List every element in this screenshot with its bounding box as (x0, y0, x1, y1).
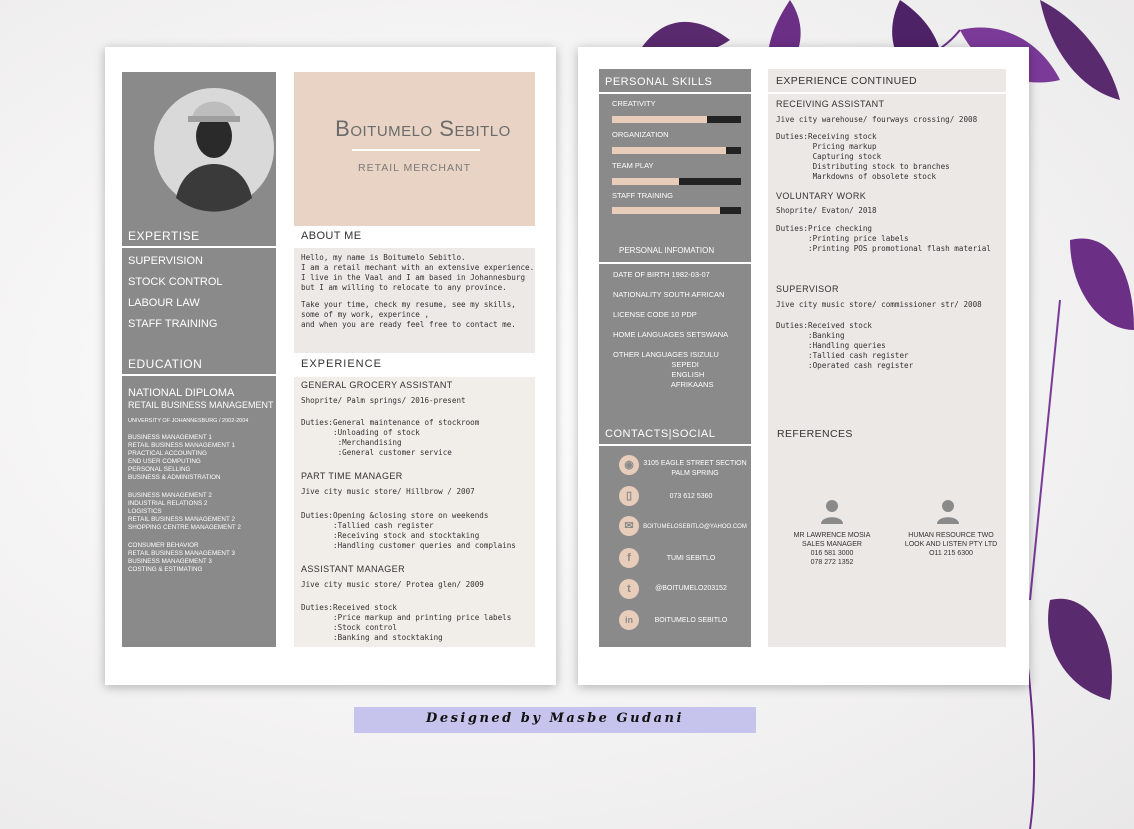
experience-title: EXPERIENCE (301, 358, 382, 370)
job-4-where: Jive city warehouse/ fourways crossing/ 2008 (776, 115, 978, 124)
about-para-2: Take your time, check my resume, see my skills, some of my work, experince , and when you are ready feel free to contact me. (301, 300, 516, 329)
about-title: ABOUT ME (301, 230, 362, 242)
skills-title: PERSONAL SKILLS (605, 76, 713, 88)
education-title: EDUCATION (128, 357, 203, 371)
education-course: INDUSTRIAL RELATIONS 2 (128, 500, 208, 507)
skills-rule (599, 92, 751, 94)
education-course: SHOPPING CENTRE MANAGEMENT 2 (128, 524, 241, 531)
credit-text: Designed by Masbe Gudani (426, 711, 684, 726)
contact-twitter[interactable]: @BOITUMELO203152 (655, 585, 727, 592)
skill-bar-4 (612, 207, 741, 214)
reference-1: MR LAWRENCE MOSIA SALES MANAGER 016 581 3000 078 272 1352 (793, 532, 871, 566)
expertise-title: EXPERTISE (128, 229, 200, 243)
education-course: RETAIL BUSINESS MANAGEMENT 3 (128, 550, 235, 557)
education-course: BUSINESS MANAGEMENT 3 (128, 558, 212, 565)
job-3-duties: Duties:Received stock :Price markup and printing price labels :Stock control :Banking and stocktaking (301, 603, 512, 642)
contact-address: 3105 EAGLE STREET SECTION PALM SPRING (643, 460, 747, 477)
expertise-item: SUPERVISION (128, 255, 203, 267)
job-6-where: Jive city music store/ commissioner str/ 2008 (776, 300, 982, 309)
job-3-title: ASSISTANT MANAGER (301, 564, 405, 574)
expertise-rule (122, 246, 276, 248)
job-6-duties: Duties:Received stock :Banking :Handling queries :Tallied cash register :Operated cash register (776, 321, 914, 370)
profile-photo (154, 78, 274, 218)
resume-name: Boitumelo Sebitlo (335, 116, 511, 141)
education-group-3 (128, 542, 235, 574)
skill-label-2: ORGANIZATION (612, 130, 669, 139)
info-license: LICENSE CODE 10 PDP (613, 310, 697, 319)
skill-label-1: CREATIVITY (612, 99, 656, 108)
job-1-where: Shoprite/ Palm springs/ 2016-present (301, 396, 466, 405)
job-6-title: SUPERVISOR (776, 284, 839, 294)
job-3-where: Jive city music store/ Protea glen/ 2009 (301, 580, 484, 589)
expertise-item: STAFF TRAINING (128, 318, 218, 330)
info-dob: DATE OF BIRTH 1982-03-07 (613, 270, 710, 279)
education-diploma-sub: RETAIL BUSINESS MANAGEMENT (128, 400, 274, 410)
education-rule (122, 374, 276, 376)
job-2-duties: Duties:Opening &closing store on weekends :Tallied cash register :Receiving stock and stocktaking :Handling customer queries and complains (301, 511, 516, 550)
skill-fill-3 (612, 178, 679, 185)
job-2-title: PART TIME MANAGER (301, 471, 403, 481)
contact-linkedin[interactable]: BOITUMELO SEBITLO (654, 617, 728, 624)
education-course: BUSINESS MANAGEMENT 1 (128, 434, 212, 441)
education-course: END USER COMPUTING (128, 458, 201, 465)
reference-1-person-icon (819, 498, 845, 524)
education-course: CONSUMER BEHAVIOR (128, 542, 199, 549)
education-group-2 (128, 492, 241, 532)
about-para-1: Hello, my name is Boitumelo Sebitlo. I am a retail mechant with an extensive experience. I live in the Vaal and I am based in Johannesburg but I am willing to relocate to any province. (301, 253, 535, 292)
education-course: COSTING & ESTIMATING (128, 566, 203, 573)
education-course: PRACTICAL ACCOUNTING (128, 450, 207, 457)
personal-info-title: PERSONAL INFOMATION (619, 246, 715, 255)
experience-continued-title: EXPERIENCE CONTINUED (776, 75, 918, 87)
job-5-title: VOLUNTARY WORK (776, 191, 867, 201)
skill-fill-4 (612, 207, 720, 214)
skill-label-3: TEAM PLAY (612, 161, 654, 170)
info-nationality: NATIONALITY SOUTH AFRICAN (613, 290, 725, 299)
location-icon: ◉ (619, 455, 639, 475)
education-diploma: NATIONAL DIPLOMA (128, 387, 235, 399)
job-1-title: GENERAL GROCERY ASSISTANT (301, 380, 453, 390)
education-group-1 (128, 434, 235, 482)
contact-email[interactable]: BOITUMELOSEBITLO@YAHOO.COM (643, 524, 747, 530)
facebook-icon: f (619, 548, 639, 568)
education-course: BUSINESS MANAGEMENT 2 (128, 492, 212, 499)
expertise-list (128, 251, 223, 335)
expertise-item: STOCK CONTROL (128, 276, 223, 288)
job-1-duties: Duties:General maintenance of stockroom :Unloading of stock :Merchandising :General customer service (301, 418, 480, 457)
contact-facebook[interactable]: TUMI SEBITLO (666, 555, 716, 562)
education-course: PERSONAL SELLING (128, 466, 191, 473)
education-university: UNIVERSITY OF JOHANNESBURG / 2002-2004 (128, 418, 249, 424)
education-course: RETAIL BUSINESS MANAGEMENT 2 (128, 516, 235, 523)
references-title: REFERENCES (777, 428, 853, 440)
contacts-rule (599, 444, 751, 446)
education-course: BUSINESS & ADMINISTRATION (128, 474, 221, 481)
personal-info-rule (599, 262, 751, 264)
contact-phone: 073 612 5360 (669, 493, 713, 500)
job-2-where: Jive city music store/ Hillbrow / 2007 (301, 487, 475, 496)
phone-icon: ▯ (619, 486, 639, 506)
email-icon: ✉ (619, 516, 639, 536)
name-rule (352, 149, 480, 151)
skill-bar-3 (612, 178, 741, 185)
skill-bar-2 (612, 147, 741, 154)
experience-continued-rule (768, 92, 1006, 94)
education-course: LOGISTICS (128, 508, 162, 515)
education-course: RETAIL BUSINESS MANAGEMENT 1 (128, 442, 235, 449)
twitter-icon: t (619, 579, 639, 599)
info-other-languages: OTHER LANGUAGES ISIZULU SEPEDI ENGLISH AFRIKAANS (613, 350, 719, 389)
skill-fill-1 (612, 116, 707, 123)
job-4-duties: Duties:Receiving stock Pricing markup Capturing stock Distributing stock to branches Markdowns of obsolete stock (776, 132, 950, 181)
skill-fill-2 (612, 147, 726, 154)
resume-role: RETAIL MERCHANT (357, 162, 471, 174)
skill-bar-1 (612, 116, 741, 123)
reference-2: HUMAN RESOURCE TWO LOOK AND LISTEN PTY LTD O11 215 6300 (904, 532, 998, 557)
linkedin-icon: in (619, 610, 639, 630)
reference-2-person-icon (935, 498, 961, 524)
job-5-duties: Duties:Price checking :Printing price labels :Printing POS promotional flash material (776, 224, 991, 253)
job-4-title: RECEIVING ASSISTANT (776, 99, 885, 109)
job-5-where: Shoprite/ Evaton/ 2018 (776, 206, 877, 215)
skill-label-4: STAFF TRAINING (612, 191, 673, 200)
contacts-title: CONTACTS|SOCIAL (605, 428, 716, 440)
info-home-language: HOME LANGUAGES SETSWANA (613, 330, 729, 339)
expertise-item: LABOUR LAW (128, 297, 200, 309)
